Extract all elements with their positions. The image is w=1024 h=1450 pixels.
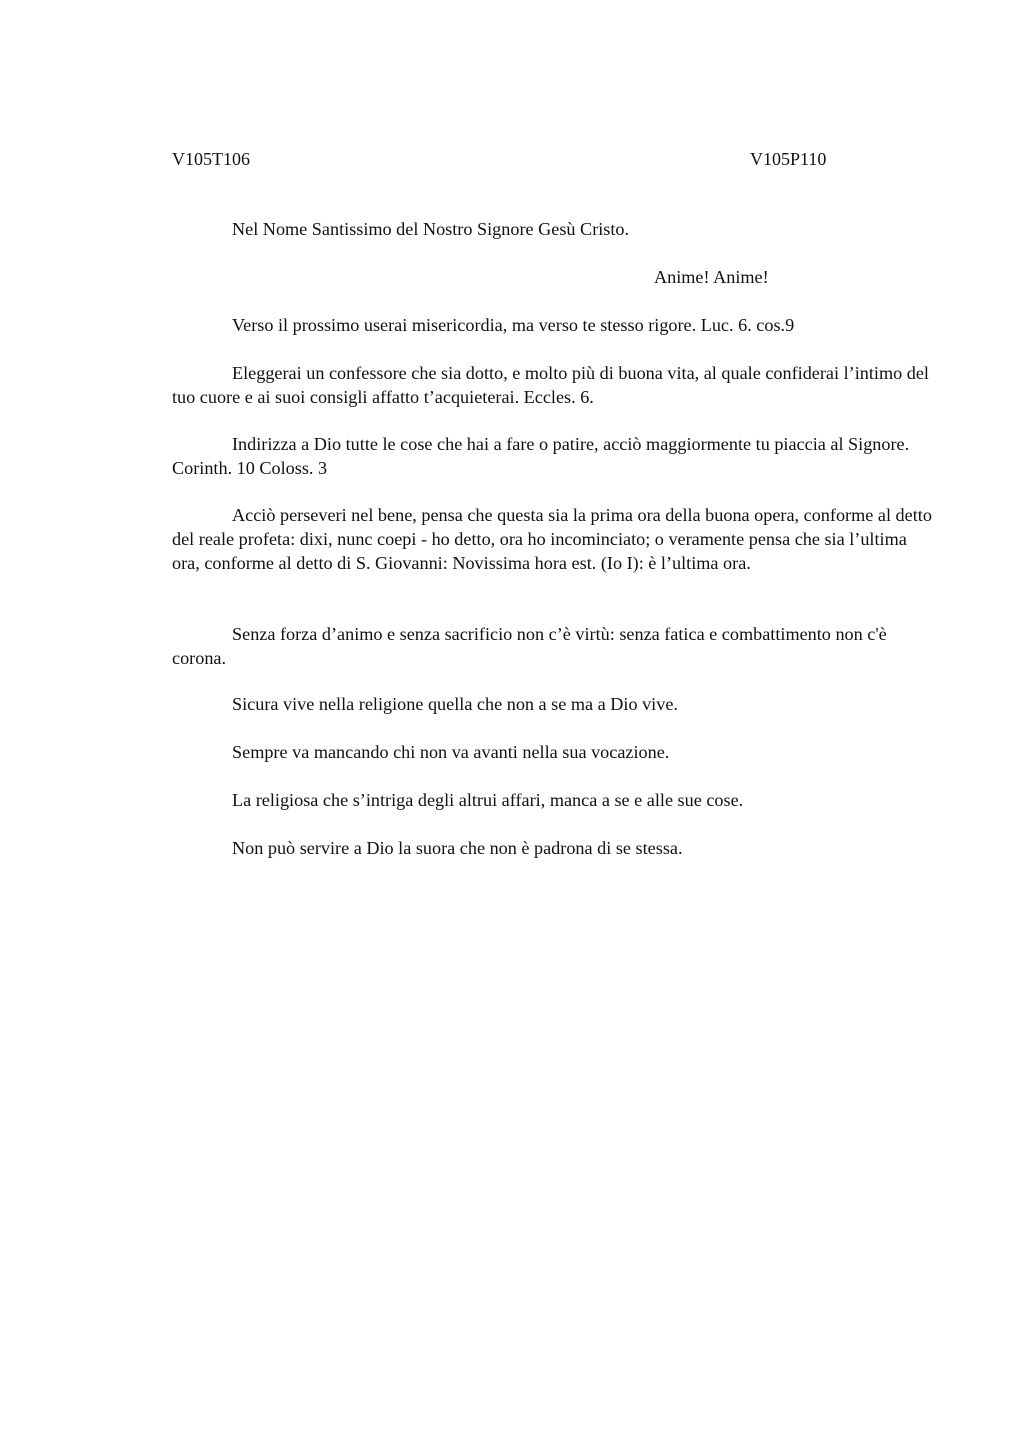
paragraph-3: Indirizza a Dio tutte le cose che hai a fare o patire, acciò maggiormente tu piaccia al Signore. Corinth. 10 Coloss. 3 [172,434,910,478]
paragraph-9: Non può servire a Dio la suora che non è padrona di se stessa. [232,838,683,858]
paragraph-5: Senza forza d’animo e senza sacrificio non c’è virtù: senza fatica e combattimento non c'è corona. [172,624,887,668]
paragraph-6: Sicura vive nella religione quella che non a se ma a Dio vive. [232,694,678,714]
paragraph-8: La religiosa che s’intriga degli altrui affari, manca a se e alle sue cose. [232,790,744,810]
invocation: Nel Nome Santissimo del Nostro Signore Gesù Cristo. [232,219,630,239]
paragraph-1: Verso il prossimo userai misericordia, ma verso te stesso rigore. Luc. 6. cos.9 [232,315,795,335]
header-left-code: V105T106 [172,149,250,169]
header-right-code: V105P110 [750,149,827,169]
motto: Anime! Anime! [654,267,769,287]
paragraph-2: Eleggerai un confessore che sia dotto, e molto più di buona vita, al quale confiderai l’intimo del tuo cuore e ai suoi consigli affatto t’acquieterai. Eccles. 6. [172,363,929,407]
paragraph-4: Acciò perseveri nel bene, pensa che questa sia la prima ora della buona opera, conforme al detto del reale profeta: dixi, nunc coepi - ho detto, ora ho incominciato; o veramente pensa che sia l’ultima ora, conforme al detto di S. Giovanni: Novissima hora est. (Io I): è l’ultima ora. [172,505,932,573]
paragraph-7: Sempre va mancando chi non va avanti nella sua vocazione. [232,742,670,762]
